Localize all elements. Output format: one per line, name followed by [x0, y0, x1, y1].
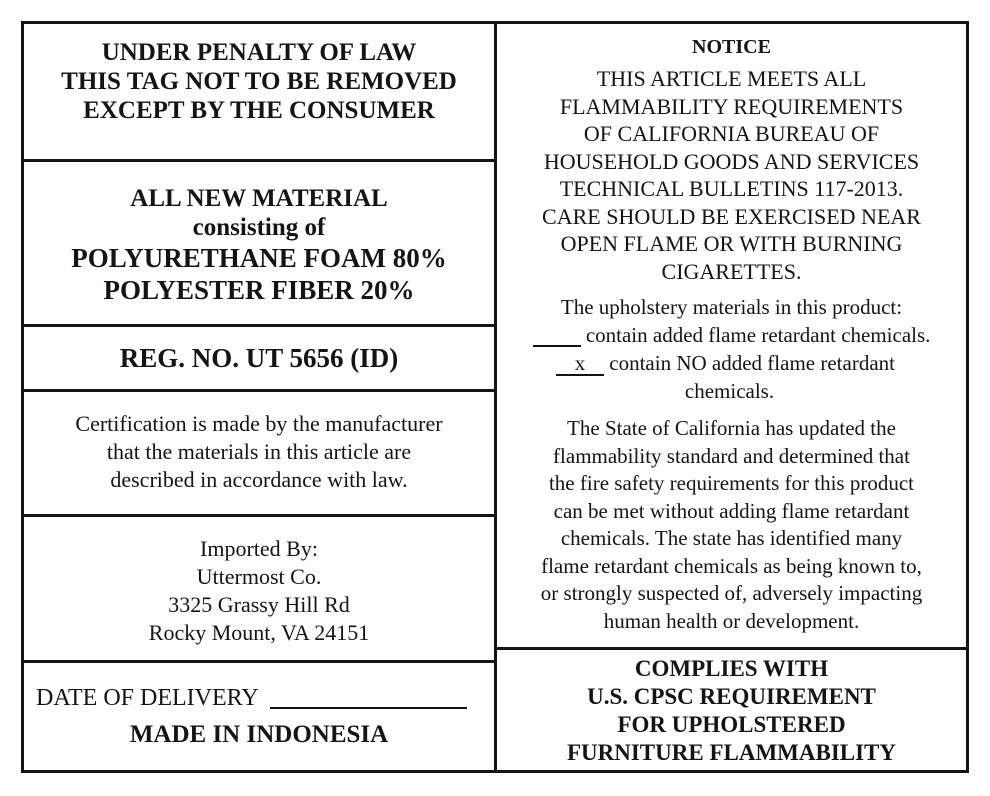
importer-line-3: 3325 Grassy Hill Rd	[168, 592, 350, 617]
state-statement	[497, 415, 966, 635]
date-of-delivery-blank	[270, 681, 467, 709]
option-added	[497, 321, 966, 349]
notice-line-3: OF CALIFORNIA BUREAU OF	[583, 121, 880, 146]
divider-reg	[21, 389, 497, 392]
importer-section	[24, 535, 494, 647]
material-line-2: consisting of	[192, 214, 326, 241]
divider-importer	[21, 660, 497, 663]
notice-line-4: HOUSEHOLD GOODS AND SERVICES	[543, 148, 920, 174]
materials-statement	[497, 293, 966, 405]
certification-section	[24, 410, 494, 494]
material-line-3: POLYURETHANE FOAM 80%	[71, 243, 447, 273]
divider-penalty	[21, 159, 497, 162]
complies-line-3: FOR UPHOLSTERED	[617, 712, 846, 737]
importer-line-4: Rocky Mount, VA 24151	[148, 620, 370, 645]
certification-line-1: Certification is made by the manufacturer	[75, 411, 443, 436]
date-of-delivery-label: DATE OF DELIVERY	[36, 685, 258, 711]
notice-title: NOTICE	[692, 36, 771, 58]
option-none-text: contain NO added flame retardant	[609, 351, 895, 375]
material-section	[24, 184, 494, 306]
divider-notice	[494, 647, 969, 650]
notice-section	[497, 34, 966, 285]
complies-line-1: COMPLIES WITH	[634, 656, 829, 681]
option-none-mark: x	[556, 352, 604, 376]
material-line-1: ALL NEW MATERIAL	[130, 185, 388, 212]
option-added-blank	[533, 327, 581, 347]
penalty-section	[24, 38, 494, 125]
complies-section	[497, 655, 966, 767]
date-of-delivery	[36, 681, 467, 713]
certification-line-2: that the materials in this article are	[106, 439, 412, 464]
complies-line-2: U.S. CPSC REQUIREMENT	[587, 684, 876, 709]
penalty-line-3: EXCEPT BY THE CONSUMER	[83, 97, 435, 124]
importer-line-1: Imported By:	[200, 536, 318, 561]
state-line-3: the fire safety requirements for this product	[548, 471, 915, 495]
divider-material	[21, 324, 497, 327]
state-line-7: or strongly suspected of, adversely impacting	[540, 581, 923, 605]
materials-intro: The upholstery materials in this product:	[560, 295, 903, 319]
option-none-text-2: chemicals.	[684, 379, 775, 403]
reg-no-text: REG. NO. UT 5656 (ID)	[119, 343, 399, 373]
option-none	[485, 349, 966, 377]
made-in-text: MADE IN INDONESIA	[129, 721, 389, 748]
state-line-8: human health or development.	[603, 608, 860, 633]
notice-line-7: OPEN FLAME OR WITH BURNING	[560, 231, 903, 256]
made-in	[24, 720, 494, 750]
notice-line-6: CARE SHOULD BE EXERCISED NEAR	[542, 203, 921, 229]
notice-line-5: TECHNICAL BULLETINS 117-2013.	[559, 176, 904, 201]
state-line-2: flammability standard and determined that	[553, 443, 910, 468]
state-line-4: can be met without adding flame retardant	[553, 498, 910, 523]
penalty-line-1: UNDER PENALTY OF LAW	[101, 39, 417, 66]
notice-body	[497, 65, 966, 285]
state-line-5: chemicals. The state has identified many	[560, 526, 903, 550]
notice-line-1: THIS ARTICLE MEETS ALL	[596, 66, 867, 91]
notice-line-8: CIGARETTES.	[661, 258, 802, 284]
option-added-text: contain added flame retardant chemicals.	[585, 323, 931, 347]
penalty-line-2: THIS TAG NOT TO BE REMOVED	[61, 68, 457, 95]
material-line-4: POLYESTER FIBER 20%	[103, 275, 415, 305]
divider-certification	[21, 514, 497, 517]
state-line-6: flame retardant chemicals as being known to,	[541, 553, 922, 578]
complies-line-4: FURNITURE FLAMMABILITY	[566, 740, 897, 765]
notice-line-2: FLAMMABILITY REQUIREMENTS	[559, 93, 904, 119]
importer-line-2: Uttermost Co.	[196, 564, 322, 589]
certification-line-3: described in accordance with law.	[110, 467, 408, 492]
registration-number	[24, 342, 494, 374]
state-line-1: The State of California has updated the	[567, 416, 896, 440]
